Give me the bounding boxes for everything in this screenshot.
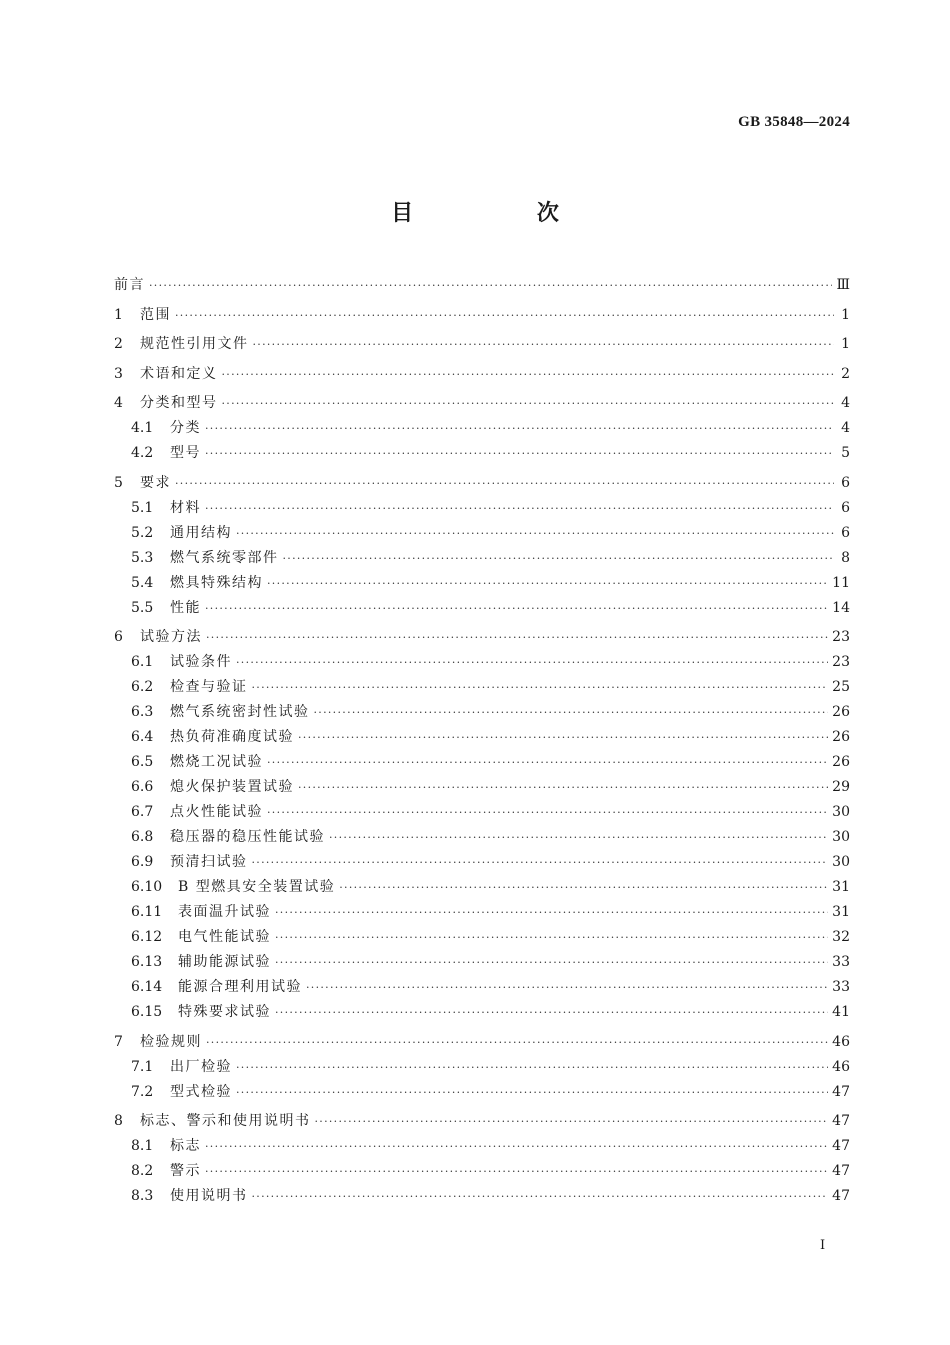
dot-leader xyxy=(314,700,829,725)
toc-entry-page: 31 xyxy=(832,904,850,920)
dot-leader xyxy=(205,596,828,621)
toc-entry-number: 8.1 xyxy=(131,1138,154,1154)
toc-entry[interactable] xyxy=(114,571,850,596)
toc-entry[interactable] xyxy=(114,1159,850,1184)
toc-entry[interactable] xyxy=(114,850,850,875)
toc-entry-label: 通用结构 xyxy=(170,524,232,541)
toc-entry-number: 6.12 xyxy=(131,929,163,945)
toc-entry-page: 11 xyxy=(832,574,850,591)
toc-entry-label: 前言 xyxy=(114,277,145,293)
toc-entry-label: 特殊要求试验 xyxy=(178,1004,271,1020)
toc-entry-number: 6.6 xyxy=(131,779,154,795)
toc-entry-page: 5 xyxy=(841,445,850,461)
toc-entry-number: 1 xyxy=(114,306,123,323)
toc-entry-number: 6.10 xyxy=(131,879,163,895)
toc-entry-label: 能源合理利用试验 xyxy=(178,979,302,995)
toc-entry-number: 5.2 xyxy=(131,524,154,541)
dot-leader xyxy=(306,975,828,1000)
toc-entry[interactable] xyxy=(114,471,850,496)
toc-entry-number: 6.13 xyxy=(131,954,163,970)
toc-entry-number: 3 xyxy=(114,365,123,382)
dot-leader xyxy=(339,875,828,900)
dot-leader xyxy=(205,1134,828,1159)
toc-entry-page: 47 xyxy=(832,1163,850,1179)
toc-entry-page: 47 xyxy=(832,1113,850,1129)
toc-entry-label: 规范性引用文件 xyxy=(140,336,249,352)
toc-entry-page: 30 xyxy=(832,854,850,870)
toc-entry-page: 29 xyxy=(832,779,850,795)
toc-entry-number: 8.2 xyxy=(131,1163,154,1179)
dot-leader xyxy=(252,1184,829,1209)
toc-entry[interactable] xyxy=(114,925,850,950)
toc-entry-number: 8.3 xyxy=(131,1188,154,1204)
toc-entry[interactable] xyxy=(114,875,850,900)
toc-entry-label: 出厂检验 xyxy=(170,1058,232,1075)
toc-entry-label: 点火性能试验 xyxy=(170,804,263,820)
toc-entry[interactable] xyxy=(114,1134,850,1159)
dot-leader xyxy=(267,800,828,825)
toc-entry-page: 23 xyxy=(832,629,850,645)
toc-entry-page: 33 xyxy=(832,954,850,970)
toc-entry-page: 47 xyxy=(832,1188,850,1204)
toc-entry-label: 材料 xyxy=(170,499,201,516)
toc-entry[interactable] xyxy=(114,625,850,650)
toc-entry[interactable] xyxy=(114,1080,850,1105)
dot-leader xyxy=(315,1109,829,1134)
toc-entry-page: 4 xyxy=(841,420,850,436)
toc-entry-label: 熄火保护装置试验 xyxy=(170,779,294,795)
toc-entry-page: 26 xyxy=(832,704,850,720)
toc-entry-page: 33 xyxy=(832,979,850,995)
toc-entry-page: 47 xyxy=(832,1083,850,1100)
toc-entry-number: 6 xyxy=(114,629,123,645)
toc-entry-page: 4 xyxy=(841,395,850,411)
dot-leader xyxy=(236,521,834,546)
toc-entry-label: 型号 xyxy=(170,445,201,461)
toc-entry[interactable] xyxy=(114,1109,850,1134)
toc-entry-label: 要求 xyxy=(140,474,171,491)
toc-entry-number: 7 xyxy=(114,1033,123,1050)
toc-entry-page: 26 xyxy=(832,729,850,745)
toc-entry-number: 5.4 xyxy=(131,574,154,591)
footer-page-number: I xyxy=(820,1238,826,1253)
dot-leader xyxy=(298,775,828,800)
toc-entry-number: 6.2 xyxy=(131,679,154,695)
toc-entry-number: 4 xyxy=(114,395,123,411)
toc-entry-label: 燃烧工况试验 xyxy=(170,754,263,770)
dot-leader xyxy=(283,546,835,571)
toc-entry[interactable] xyxy=(114,750,850,775)
dot-leader xyxy=(205,441,834,466)
toc-entry[interactable] xyxy=(114,596,850,621)
toc-entry-label: 辅助能源试验 xyxy=(178,954,271,970)
dot-leader xyxy=(205,496,834,521)
toc-entry-page: 25 xyxy=(832,679,850,695)
toc-entry-page: 31 xyxy=(832,879,850,895)
dot-leader xyxy=(236,1055,828,1080)
dot-leader xyxy=(236,1080,828,1105)
toc-entry-page: 41 xyxy=(832,1004,850,1020)
toc-entry-label: 热负荷准确度试验 xyxy=(170,729,294,745)
table-of-contents xyxy=(114,273,850,1209)
toc-entry-page: 32 xyxy=(832,929,850,945)
toc-entry[interactable] xyxy=(114,950,850,975)
toc-entry-page: 30 xyxy=(832,804,850,820)
toc-entry-label: 型式检验 xyxy=(170,1083,232,1100)
toc-entry[interactable] xyxy=(114,1055,850,1080)
toc-entry[interactable] xyxy=(114,496,850,521)
toc-entry-page: 2 xyxy=(841,365,850,382)
page-title: 目 次 xyxy=(391,200,617,226)
toc-entry-number: 6.7 xyxy=(131,804,154,820)
dot-leader xyxy=(252,675,829,700)
toc-entry-number: 6.9 xyxy=(131,854,154,870)
toc-entry-number: 6.14 xyxy=(131,979,163,995)
toc-entry-page: 1 xyxy=(841,336,850,352)
toc-entry-label: 警示 xyxy=(170,1163,201,1179)
toc-entry-page: 6 xyxy=(841,499,850,516)
toc-entry-number: 6.15 xyxy=(131,1004,163,1020)
toc-entry[interactable] xyxy=(114,416,850,441)
toc-entry[interactable] xyxy=(114,800,850,825)
toc-entry-page: 1 xyxy=(841,306,850,323)
toc-entry-number: 4.2 xyxy=(131,445,154,461)
toc-entry[interactable] xyxy=(114,1030,850,1055)
dot-leader xyxy=(149,273,832,298)
dot-leader xyxy=(205,416,834,441)
dot-leader xyxy=(206,625,828,650)
toc-entry[interactable] xyxy=(114,1000,850,1025)
toc-entry[interactable] xyxy=(114,521,850,546)
toc-entry-label: 燃气系统零部件 xyxy=(170,549,279,566)
dot-leader xyxy=(206,1030,828,1055)
dot-leader xyxy=(205,1159,828,1184)
toc-entry-label: 范围 xyxy=(140,306,171,323)
toc-entry-page: 6 xyxy=(841,474,850,491)
toc-entry[interactable] xyxy=(114,391,850,416)
dot-leader xyxy=(236,650,828,675)
dot-leader xyxy=(222,391,835,416)
dot-leader xyxy=(329,825,828,850)
toc-entry-label: 性能 xyxy=(170,599,201,616)
toc-entry[interactable] xyxy=(114,900,850,925)
toc-entry-label: 检验规则 xyxy=(140,1033,202,1050)
toc-entry-label: 检查与验证 xyxy=(170,679,248,695)
toc-entry-number: 2 xyxy=(114,336,123,352)
toc-entry-number: 6.8 xyxy=(131,829,154,845)
toc-entry-number: 6.4 xyxy=(131,729,154,745)
toc-entry-number: 7.1 xyxy=(131,1058,154,1075)
toc-entry[interactable] xyxy=(114,362,850,387)
dot-leader xyxy=(298,725,828,750)
toc-entry-number: 5.1 xyxy=(131,499,154,516)
dot-leader xyxy=(222,362,835,387)
toc-entry-number: 4.1 xyxy=(131,420,154,436)
toc-entry-page: 8 xyxy=(841,549,850,566)
toc-entry[interactable] xyxy=(114,650,850,675)
toc-entry-page: 46 xyxy=(832,1058,850,1075)
toc-entry[interactable] xyxy=(114,332,850,357)
dot-leader xyxy=(275,900,828,925)
toc-entry-page: 23 xyxy=(832,654,850,670)
toc-entry-number: 5.5 xyxy=(131,599,154,616)
dot-leader xyxy=(267,571,828,596)
dot-leader xyxy=(253,332,835,357)
toc-entry-label: 标志、警示和使用说明书 xyxy=(140,1113,311,1129)
dot-leader xyxy=(275,925,828,950)
toc-entry[interactable] xyxy=(114,775,850,800)
toc-entry-label: 分类 xyxy=(170,420,201,436)
toc-entry[interactable] xyxy=(114,975,850,1000)
toc-entry[interactable] xyxy=(114,546,850,571)
toc-entry-number: 6.11 xyxy=(131,904,163,920)
toc-entry[interactable] xyxy=(114,303,850,328)
dot-leader xyxy=(275,1000,828,1025)
toc-entry-number: 6.1 xyxy=(131,654,154,670)
dot-leader xyxy=(175,471,834,496)
toc-entry[interactable] xyxy=(114,700,850,725)
toc-entry-label: 使用说明书 xyxy=(170,1188,248,1204)
toc-entry-label: 分类和型号 xyxy=(140,395,218,411)
toc-entry-label: 术语和定义 xyxy=(140,365,218,382)
toc-entry-label: 试验条件 xyxy=(170,654,232,670)
dot-leader xyxy=(175,303,834,328)
dot-leader xyxy=(267,750,828,775)
toc-entry-label: B 型燃具安全装置试验 xyxy=(178,879,336,895)
toc-entry-page: Ⅲ xyxy=(836,277,850,293)
toc-entry-page: 26 xyxy=(832,754,850,770)
dot-leader xyxy=(252,850,829,875)
toc-entry[interactable] xyxy=(114,1184,850,1209)
toc-entry-number: 8 xyxy=(114,1113,123,1129)
toc-entry-label: 标志 xyxy=(170,1138,201,1154)
toc-entry-number: 5.3 xyxy=(131,549,154,566)
toc-entry-label: 预清扫试验 xyxy=(170,854,248,870)
toc-entry-page: 47 xyxy=(832,1138,850,1154)
toc-entry-page: 6 xyxy=(841,524,850,541)
toc-entry-page: 46 xyxy=(832,1033,850,1050)
toc-entry-number: 7.2 xyxy=(131,1083,154,1100)
toc-entry[interactable] xyxy=(114,441,850,466)
toc-entry-number: 5 xyxy=(114,474,123,491)
toc-entry-label: 表面温升试验 xyxy=(178,904,271,920)
toc-entry-number: 6.3 xyxy=(131,704,154,720)
toc-entry-label: 电气性能试验 xyxy=(178,929,271,945)
toc-entry[interactable] xyxy=(114,825,850,850)
toc-entry-number: 6.5 xyxy=(131,754,154,770)
toc-entry[interactable] xyxy=(114,675,850,700)
toc-entry-label: 试验方法 xyxy=(140,629,202,645)
standard-code: GB 35848—2024 xyxy=(738,114,850,130)
toc-entry-page: 14 xyxy=(832,599,850,616)
toc-entry-label: 燃气系统密封性试验 xyxy=(170,704,310,720)
toc-entry-label: 燃具特殊结构 xyxy=(170,574,263,591)
toc-entry[interactable] xyxy=(114,273,850,298)
toc-entry-label: 稳压器的稳压性能试验 xyxy=(170,829,325,845)
dot-leader xyxy=(275,950,828,975)
toc-entry-page: 30 xyxy=(832,829,850,845)
toc-entry[interactable] xyxy=(114,725,850,750)
